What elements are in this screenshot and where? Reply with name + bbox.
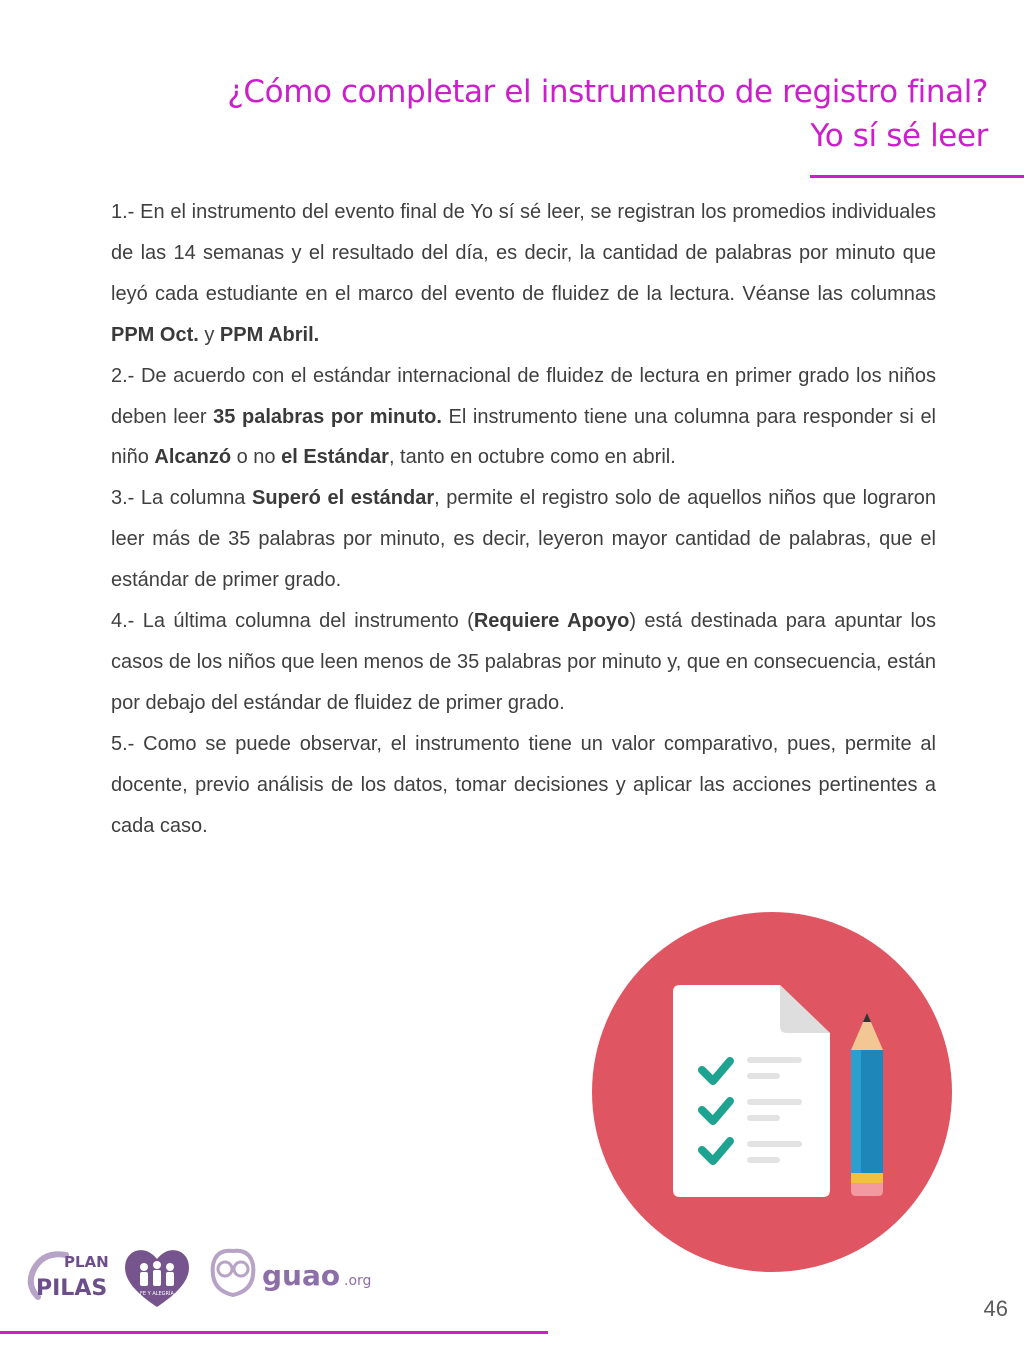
paragraph-3-text-2: , permite el registro solo de aquellos niños que lograron leer más de 35 palabras por minuto, es decir, leyeron mayor cantidad de palabras, que el estándar de primer grado. [111, 487, 936, 592]
logo-plan-text: PLAN [64, 1253, 109, 1271]
paragraph-5 [111, 724, 936, 847]
children-figures-icon [140, 1261, 174, 1286]
paragraph-4-text-2: ) está destinada para apuntar los casos de los niños que leen menos de 35 palabras por minuto y, que en consecuencia, están por debajo del estándar de fluidez de primer grado. [111, 610, 937, 714]
paragraph-2-bold-35-ppm: 35 palabras por minuto. [213, 405, 442, 428]
paragraph-1-bold-ppm-oct: PPM Oct. [111, 323, 199, 346]
plan-pilas-logo [24, 1245, 109, 1307]
guao-logo [208, 1245, 388, 1305]
page-title [227, 70, 988, 158]
paragraph-2-text: 2.- De acuerdo con el estándar internacional de fluidez de lectura en primer grado los niños deben leer [111, 364, 936, 428]
page-number: 46 [983, 1296, 1008, 1321]
paragraph-3-text: 3.- La columna [111, 487, 252, 510]
logo-pilas-text: PILAS [36, 1276, 108, 1301]
checklist-document-pencil-icon [582, 910, 962, 1275]
paragraph-4-text: 4.- La última columna del instrumento ( [111, 610, 474, 633]
heart-logo-caption: FE Y ALEGRÍA [140, 1291, 174, 1297]
paragraph-4 [111, 601, 936, 724]
pencil-icon [851, 1013, 883, 1196]
title-line-2: Yo sí sé leer [810, 118, 988, 154]
fe-y-alegria-heart-logo [122, 1245, 192, 1309]
paragraph-1-text-2: y [198, 323, 220, 346]
paragraph-2-text-3: o no [231, 446, 282, 469]
paragraph-3 [111, 478, 936, 601]
footer-divider [0, 1331, 548, 1334]
paragraph-2-text-4: , tanto en octubre como en abril. [388, 446, 676, 469]
paragraph-1 [111, 192, 936, 356]
paragraph-2-bold-alcanzo: Alcanzó [154, 446, 232, 469]
paragraph-3-bold-supero: Superó el estándar [251, 487, 435, 510]
paragraph-5-text: 5.- Como se puede observar, el instrumento tiene un valor comparativo, pues, permite al docente, previo análisis de los datos, tomar decisiones y aplicar las acciones pertinentes a cada caso. [111, 732, 936, 837]
paragraph-1-bold-ppm-abril: PPM Abril. [219, 323, 320, 346]
paragraph-2-bold-estandar: el Estándar [281, 446, 389, 469]
body-text [111, 192, 936, 847]
title-divider [810, 175, 1024, 178]
paragraph-1-text: 1.- En el instrumento del evento final de Yo sí sé leer, se registran los promedios individuales de las 14 semanas y el resultado del día, es decir, la cantidad de palabras por minuto que leyó cada estudiante en el marco del evento de fluidez de la lectura. Véanse las columnas [111, 201, 936, 305]
paragraph-2-text-2: El instrumento tiene una columna para responder si el niño [111, 405, 937, 469]
paragraph-4-bold-requiere-apoyo: Requiere Apoyo [473, 610, 630, 633]
logo-guao-org-text: .org [344, 1273, 372, 1289]
document-icon [673, 985, 830, 1197]
owl-icon [213, 1251, 254, 1295]
paragraph-2 [111, 356, 936, 479]
logo-guao-text: guao [262, 1259, 341, 1292]
footer-logos [24, 1245, 384, 1310]
title-line-1: ¿Cómo completar el instrumento de registro final? [227, 74, 988, 110]
